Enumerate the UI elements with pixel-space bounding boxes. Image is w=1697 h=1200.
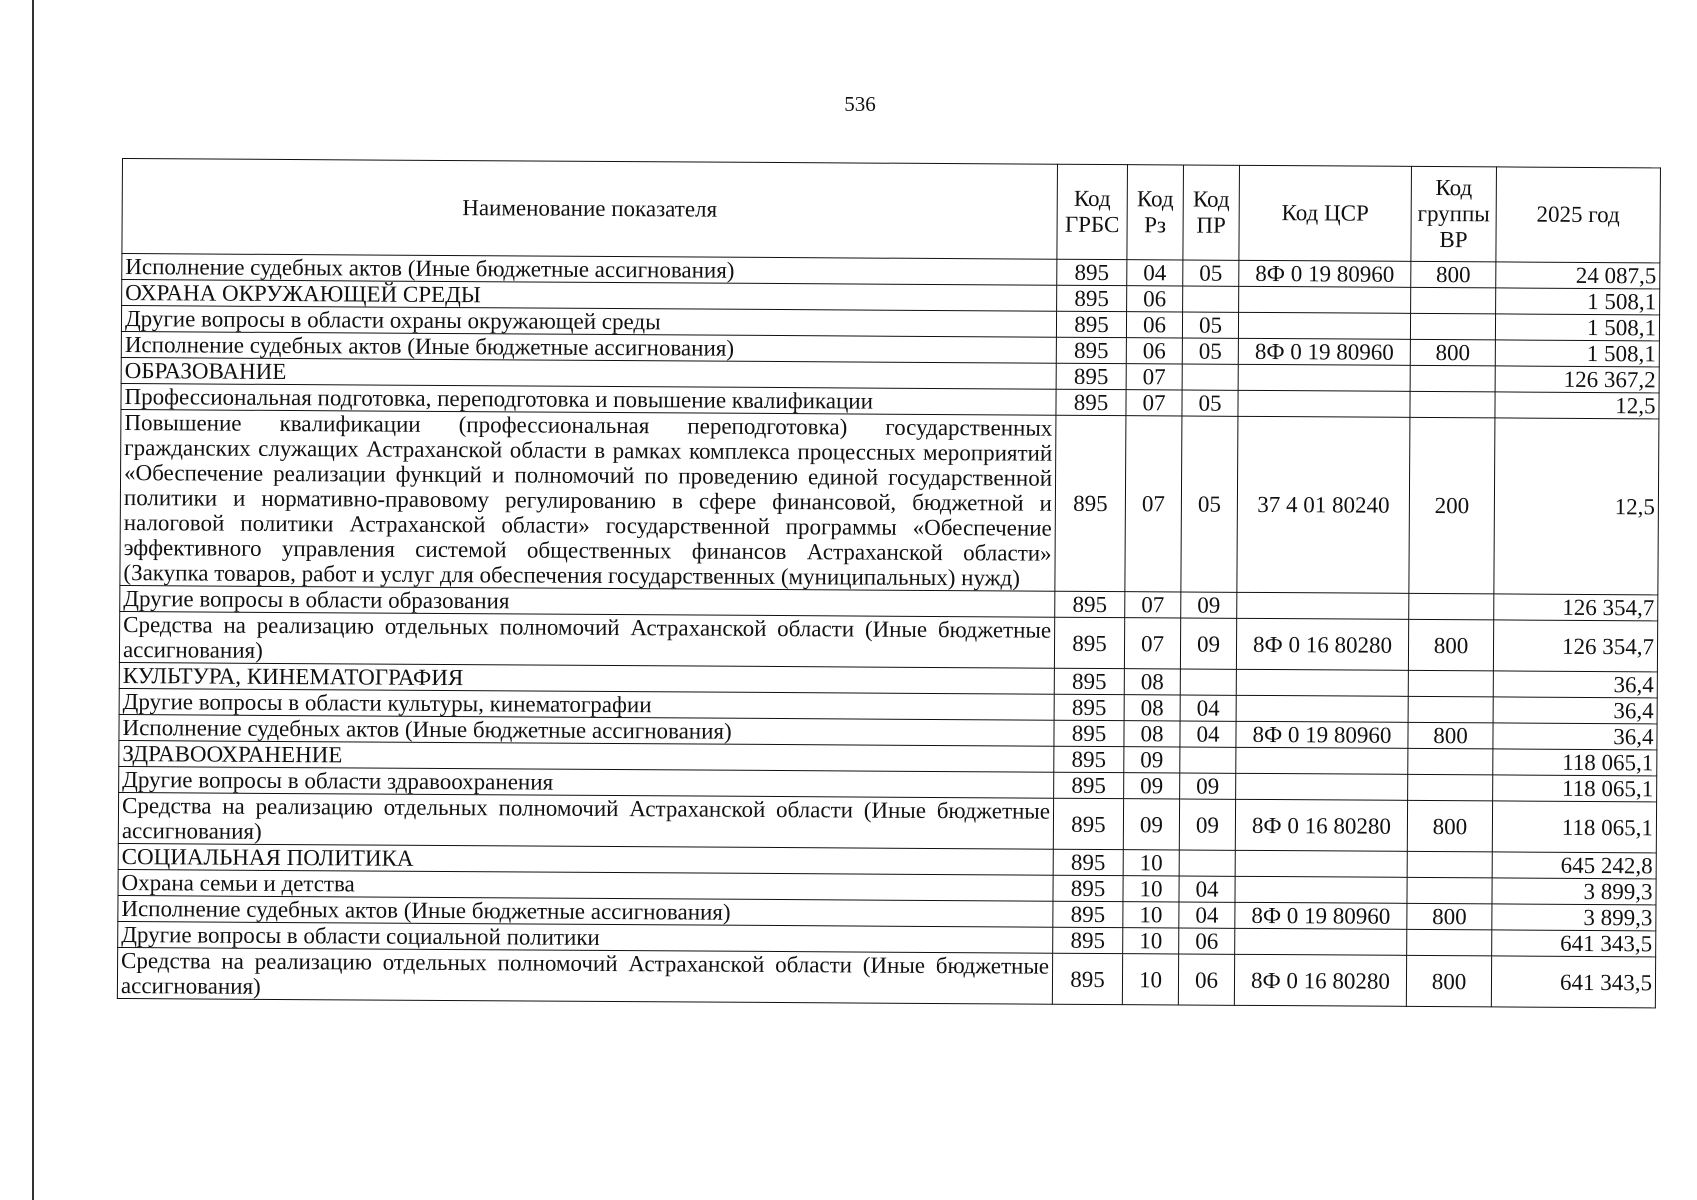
- cell-name: Другие вопросы в области образования: [120, 585, 1055, 617]
- header-grbs: Код ГРБС: [1057, 164, 1128, 259]
- page-number: 536: [844, 92, 876, 116]
- cell-name: Повышение квалификации (профессиональная переподготовка) государственных гражданских служащих Астраханской области в рамках комплекса процессных мероприятий «Обеспечение реализации функций и полномочий по проведению единой государственной политики и нормативно-правовому регулированию в сфере финансовой, бюджетной и налоговой политики Астраханской области» государственной программы «Обеспечение эффективного управления системой общественных финансов Астраханской области» (Закупка товаров, работ и услуг для обеспечения государственных (муниципальных) нужд): [120, 409, 1056, 591]
- cell-name: ОХРАНА ОКРУЖАЮЩЕЙ СРЕДЫ: [122, 280, 1057, 312]
- cell-csr: [1238, 364, 1410, 391]
- cell-vr: [1408, 696, 1493, 723]
- cell-value: 1 508,1: [1495, 314, 1659, 341]
- cell-vr: [1407, 877, 1492, 904]
- cell-pr: 04: [1180, 695, 1236, 721]
- header-year: 2025 год: [1496, 167, 1661, 263]
- cell-csr: 8Ф 0 19 80960: [1238, 338, 1410, 365]
- cell-rz: 06: [1126, 312, 1182, 338]
- cell-value: 641 343,5: [1491, 956, 1655, 1008]
- cell-grbs: 895: [1055, 415, 1126, 591]
- cell-rz: 08: [1124, 695, 1180, 721]
- cell-rz: 10: [1123, 902, 1179, 928]
- cell-rz: 07: [1124, 618, 1180, 669]
- cell-name: Средства на реализацию отдельных полномочий Астраханской области (Иные бюджетные ассигнования): [117, 947, 1052, 1004]
- cell-grbs: 895: [1053, 901, 1123, 927]
- cell-grbs: 895: [1054, 617, 1124, 668]
- cell-csr: 8Ф 0 16 80280: [1234, 954, 1406, 1006]
- cell-pr: 05: [1183, 260, 1239, 286]
- cell-vr: [1410, 313, 1495, 340]
- cell-rz: 04: [1127, 260, 1183, 286]
- cell-grbs: 895: [1053, 798, 1123, 849]
- cell-vr: 800: [1406, 955, 1491, 1007]
- cell-name: Исполнение судебных актов (Иные бюджетные ассигнования): [118, 895, 1053, 927]
- cell-pr: [1183, 286, 1239, 312]
- cell-pr: 05: [1182, 312, 1238, 338]
- cell-rz: 09: [1124, 773, 1180, 799]
- cell-grbs: 895: [1056, 311, 1126, 337]
- cell-pr: [1182, 364, 1238, 390]
- cell-vr: 800: [1411, 261, 1496, 288]
- cell-pr: 04: [1179, 876, 1235, 902]
- cell-name: Профессиональная подготовка, переподготовка и повышение квалификации: [121, 383, 1056, 415]
- cell-value: 1 508,1: [1495, 340, 1659, 367]
- cell-csr: 8Ф 0 19 80960: [1239, 260, 1411, 287]
- cell-value: 641 343,5: [1492, 930, 1656, 957]
- cell-rz: 10: [1123, 928, 1179, 954]
- header-name: Наименование показателя: [122, 159, 1058, 260]
- cell-pr: [1180, 747, 1236, 773]
- cell-rz: 07: [1125, 592, 1181, 618]
- cell-value: 645 242,8: [1492, 852, 1656, 879]
- cell-pr: 05: [1182, 390, 1238, 416]
- cell-value: 3 899,3: [1492, 904, 1656, 931]
- cell-name: Другие вопросы в области здравоохранения: [119, 766, 1054, 798]
- cell-pr: 05: [1181, 416, 1238, 592]
- cell-csr: 8Ф 0 16 80280: [1235, 799, 1407, 851]
- cell-pr: 06: [1178, 954, 1234, 1005]
- cell-csr: [1236, 695, 1408, 722]
- cell-name: ОБРАЗОВАНИЕ: [121, 357, 1056, 389]
- budget-table: [117, 158, 1661, 1008]
- cell-vr: [1407, 851, 1492, 878]
- cell-csr: 37 4 01 80240: [1237, 416, 1410, 593]
- cell-csr: [1238, 390, 1410, 417]
- cell-value: 126 354,7: [1493, 620, 1657, 672]
- cell-rz: 07: [1126, 364, 1182, 390]
- cell-csr: [1236, 773, 1408, 800]
- cell-csr: [1239, 286, 1411, 313]
- cell-value: 118 065,1: [1493, 749, 1657, 776]
- cell-vr: 800: [1408, 619, 1493, 671]
- cell-grbs: 895: [1054, 772, 1124, 798]
- cell-rz: 10: [1123, 876, 1179, 902]
- cell-name: Исполнение судебных актов (Иные бюджетные ассигнования): [119, 714, 1054, 746]
- cell-name: СОЦИАЛЬНАЯ ПОЛИТИКА: [118, 843, 1053, 875]
- cell-rz: 09: [1123, 799, 1179, 850]
- cell-csr: 8Ф 0 16 80280: [1236, 618, 1408, 670]
- cell-csr: 8Ф 0 19 80960: [1235, 902, 1407, 929]
- cell-grbs: 895: [1053, 927, 1123, 953]
- table-body: [117, 254, 1660, 1008]
- cell-value: 12,5: [1494, 418, 1659, 595]
- header-csr: Код ЦСР: [1239, 165, 1412, 261]
- cell-name: Другие вопросы в области охраны окружающей среды: [121, 306, 1056, 338]
- cell-grbs: 895: [1054, 746, 1124, 772]
- cell-vr: 800: [1410, 339, 1495, 366]
- cell-rz: 09: [1124, 747, 1180, 773]
- cell-value: 118 065,1: [1493, 775, 1657, 802]
- cell-pr: 09: [1179, 799, 1235, 850]
- cell-pr: 04: [1180, 721, 1236, 747]
- table-header-row: [122, 159, 1661, 263]
- cell-grbs: 895: [1057, 285, 1127, 311]
- table-row: [120, 409, 1659, 594]
- cell-vr: [1410, 391, 1495, 418]
- cell-name: КУЛЬТУРА, КИНЕМАТОГРАФИЯ: [119, 662, 1054, 694]
- cell-name: Средства на реализацию отдельных полномочий Астраханской области (Иные бюджетные ассигнования): [118, 792, 1053, 849]
- cell-rz: 07: [1125, 416, 1182, 592]
- cell-vr: [1408, 748, 1493, 775]
- cell-vr: 800: [1407, 903, 1492, 930]
- cell-vr: 800: [1408, 722, 1493, 749]
- cell-pr: 09: [1181, 592, 1237, 618]
- cell-vr: 800: [1407, 800, 1492, 852]
- cell-value: 118 065,1: [1492, 801, 1656, 853]
- header-rz: Код Рз: [1127, 165, 1184, 260]
- cell-rz: 06: [1127, 286, 1183, 312]
- cell-rz: 10: [1122, 954, 1178, 1005]
- cell-grbs: 895: [1054, 720, 1124, 746]
- cell-name: Охрана семьи и детства: [118, 869, 1053, 901]
- cell-pr: [1180, 669, 1236, 695]
- cell-csr: [1235, 850, 1407, 877]
- cell-grbs: 895: [1056, 337, 1126, 363]
- cell-vr: 200: [1409, 417, 1495, 594]
- cell-value: 1 508,1: [1496, 288, 1660, 315]
- cell-name: Исполнение судебных актов (Иные бюджетные ассигнования): [121, 331, 1056, 363]
- cell-value: 12,5: [1495, 392, 1659, 419]
- table-row: [118, 792, 1656, 852]
- cell-grbs: 895: [1053, 849, 1123, 875]
- header-vr: Код группы ВР: [1411, 166, 1497, 262]
- cell-value: 126 367,2: [1495, 366, 1659, 393]
- cell-pr: [1179, 850, 1235, 876]
- table-row: [117, 947, 1655, 1007]
- cell-value: 36,4: [1493, 697, 1657, 724]
- cell-pr: 09: [1180, 773, 1236, 799]
- cell-value: 126 354,7: [1494, 594, 1658, 621]
- cell-csr: [1237, 592, 1409, 619]
- cell-csr: [1238, 312, 1410, 339]
- cell-grbs: 895: [1054, 668, 1124, 694]
- page-margin-rule: [32, 0, 34, 1200]
- cell-value: 36,4: [1493, 671, 1657, 698]
- cell-pr: 04: [1179, 902, 1235, 928]
- cell-pr: 09: [1180, 618, 1236, 669]
- cell-grbs: 895: [1055, 591, 1125, 617]
- cell-vr: [1409, 593, 1494, 620]
- cell-csr: [1236, 747, 1408, 774]
- cell-value: 3 899,3: [1492, 878, 1656, 905]
- header-pr: Код ПР: [1183, 165, 1240, 260]
- cell-vr: [1408, 774, 1493, 801]
- cell-value: 24 087,5: [1496, 262, 1660, 289]
- cell-rz: 10: [1123, 850, 1179, 876]
- cell-rz: 07: [1126, 390, 1182, 416]
- cell-vr: [1407, 929, 1492, 956]
- table-row: [119, 611, 1657, 671]
- cell-grbs: 895: [1056, 363, 1126, 389]
- cell-csr: [1235, 928, 1407, 955]
- cell-name: ЗДРАВООХРАНЕНИЕ: [119, 740, 1054, 772]
- cell-name: Другие вопросы в области культуры, кинематографии: [119, 688, 1054, 720]
- cell-name: Средства на реализацию отдельных полномочий Астраханской области (Иные бюджетные ассигнования): [119, 611, 1054, 668]
- cell-rz: 08: [1124, 669, 1180, 695]
- cell-value: 36,4: [1493, 723, 1657, 750]
- cell-rz: 06: [1126, 338, 1182, 364]
- cell-grbs: 895: [1054, 694, 1124, 720]
- cell-vr: [1410, 365, 1495, 392]
- cell-grbs: 895: [1052, 953, 1122, 1004]
- cell-vr: [1408, 670, 1493, 697]
- cell-rz: 08: [1124, 721, 1180, 747]
- cell-name: Исполнение судебных актов (Иные бюджетные ассигнования): [122, 254, 1057, 286]
- cell-csr: 8Ф 0 19 80960: [1236, 721, 1408, 748]
- cell-name: Другие вопросы в области социальной политики: [118, 921, 1053, 953]
- cell-pr: 05: [1182, 338, 1238, 364]
- cell-vr: [1411, 287, 1496, 314]
- cell-csr: [1235, 876, 1407, 903]
- cell-grbs: 895: [1053, 875, 1123, 901]
- cell-grbs: 895: [1057, 259, 1127, 285]
- cell-csr: [1236, 669, 1408, 696]
- cell-pr: 06: [1179, 928, 1235, 954]
- cell-grbs: 895: [1056, 389, 1126, 415]
